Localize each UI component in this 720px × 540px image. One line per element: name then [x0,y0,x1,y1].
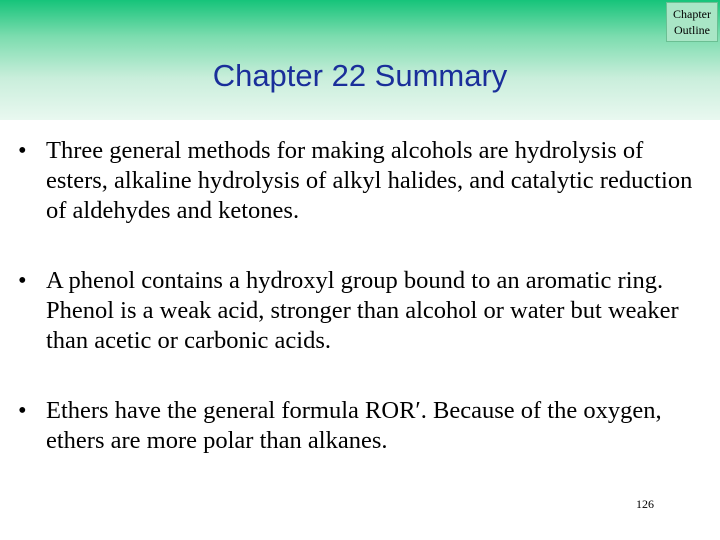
chapter-outline-label-line1: Chapter [673,7,711,21]
chapter-outline-button[interactable] [666,2,718,42]
bullet-item [18,266,708,356]
bullet-text: Three general methods for making alcohols are hydrolysis of esters, alkaline hydrolysis of alkyl halides, and catalytic reduction of aldehydes and ketones. [46,137,693,224]
bullet-icon: • [18,137,27,164]
bullet-list [18,136,708,496]
bullet-text: A phenol contains a hydroxyl group bound to an aromatic ring. Phenol is a weak acid, stronger than alcohol or water but weaker than acetic or carbonic acids. [46,267,679,354]
bullet-icon: • [18,397,27,424]
bullet-icon: • [18,267,27,294]
bullet-item [18,136,708,226]
slide-title: Chapter 22 Summary [212,58,508,93]
bullet-text: Ethers have the general formula ROR′. Because of the oxygen, ethers are more polar than alkanes. [46,397,662,454]
bullet-item [18,396,708,456]
page-number: 126 [636,497,654,511]
chapter-outline-label-line2: Outline [674,23,710,37]
